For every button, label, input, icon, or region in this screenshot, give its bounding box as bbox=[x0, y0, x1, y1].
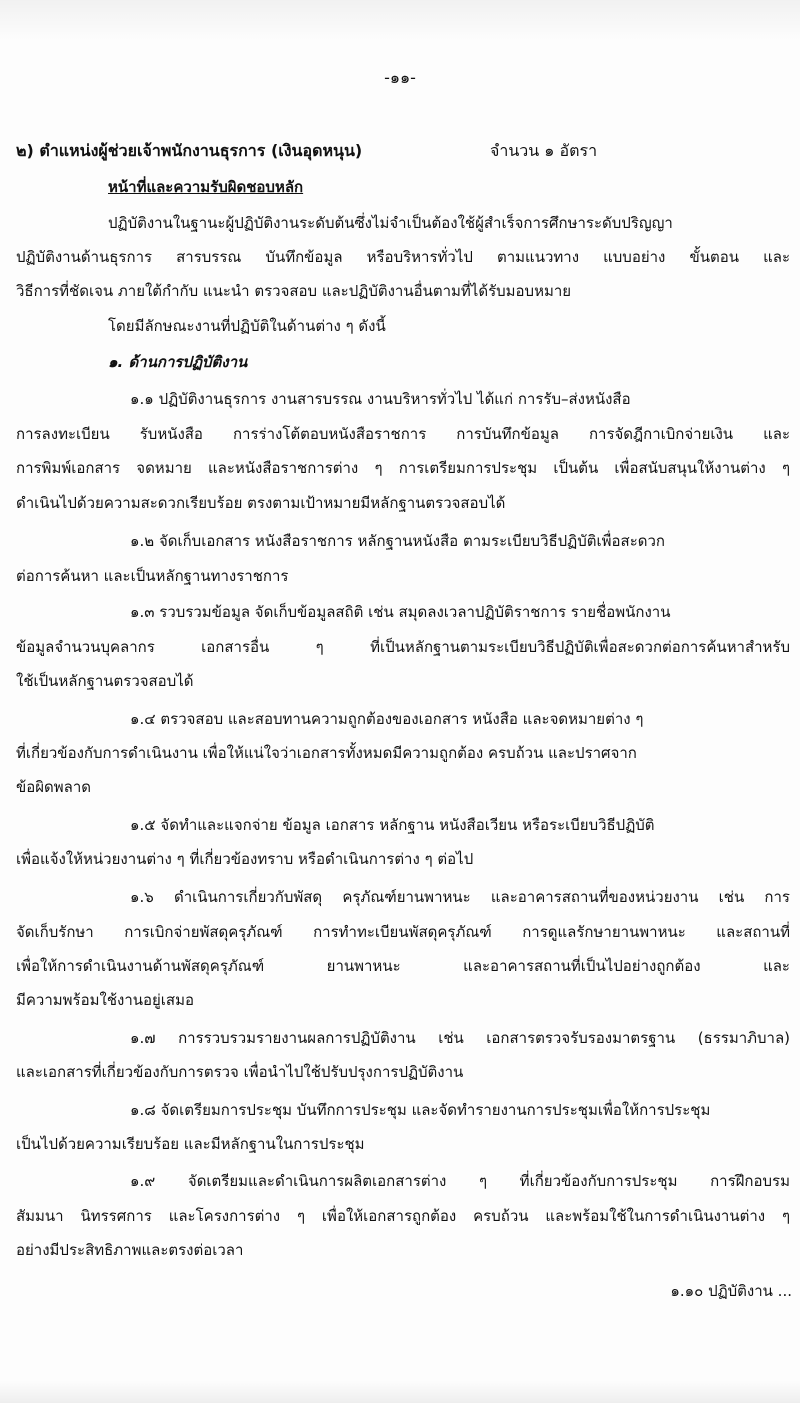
item-line: ๑.๓ รวบรวมข้อมูล จัดเก็บข้อมูลสถิติ เช่น สมุดลงเวลาปฏิบัติราชการ รายชื่อพนักงาน bbox=[130, 603, 671, 621]
duties-heading: หน้าที่และความรับผิดชอบหลัก bbox=[108, 178, 304, 196]
continuation-text: ๑.๑๐ ปฏิบัติงาน ... bbox=[670, 1282, 792, 1300]
item-line: การลงทะเบียน รับหนังสือ การร่างโต้ตอบหนังสือราชการ การบันทึกข้อมูล การจัดฎีกาเบิกจ่ายเงิน และ bbox=[16, 425, 790, 443]
item-line: ดำเนินไปด้วยความสะดวกเรียบร้อย ตรงตามเป้าหมายมีหลักฐานตรวจสอบได้ bbox=[16, 494, 506, 512]
item-line: ๑.๑ ปฏิบัติงานธุรการ งานสารบรรณ งานบริหารทั่วไป ได้แก่ การรับ–ส่งหนังสือ bbox=[130, 390, 631, 408]
item-line: ข้อผิดพลาด bbox=[16, 778, 92, 796]
item-line: ๑.๕ จัดทำและแจกจ่าย ข้อมูล เอกสาร หลักฐาน หนังสือเวียน หรือระเบียบวิธีปฏิบัติ bbox=[130, 816, 655, 834]
item-line: จัดเก็บรักษา การเบิกจ่ายพัสดุครุภัณฑ์ การทำทะเบียนพัสดุครุภัณฑ์ การดูแลรักษายานพาหนะ และสถานที่ bbox=[16, 923, 790, 941]
scan-shadow-bottom bbox=[0, 1381, 800, 1403]
item-line: เพื่อให้การดำเนินงานด้านพัสดุครุภัณฑ์ ยานพาหนะ และอาคารสถานที่เป็นไปอย่างถูกต้อง และ bbox=[16, 957, 790, 975]
section-title-row bbox=[108, 351, 800, 373]
item-line: ต่อการค้นหา และเป็นหลักฐานทางราชการ bbox=[16, 567, 289, 585]
intro-line: โดยมีลักษณะงานที่ปฏิบัติในด้านต่าง ๆ ดังนี้ bbox=[108, 317, 386, 335]
item-line: เพื่อแจ้งให้หน่วยงานต่าง ๆ ที่เกี่ยวข้องทราบ หรือดำเนินการต่าง ๆ ต่อไป bbox=[16, 850, 474, 868]
duties-heading-row bbox=[108, 176, 800, 198]
item-line: เป็นไปด้วยความเรียบร้อย และมีหลักฐานในการประชุม bbox=[16, 1135, 365, 1153]
position-count: จำนวน ๑ อัตรา bbox=[490, 141, 598, 160]
item-line: มีความพร้อมใช้งานอยู่เสมอ bbox=[16, 991, 194, 1009]
item-line: อย่างมีประสิทธิภาพและตรงต่อเวลา bbox=[16, 1241, 244, 1259]
item-line: ๑.๔ ตรวจสอบ และสอบทานความถูกต้องของเอกสาร หนังสือ และจดหมายต่าง ๆ bbox=[130, 710, 644, 728]
item-line: การพิมพ์เอกสาร จดหมาย และหนังสือราชการต่าง ๆ การเตรียมการประชุม เป็นต้น เพื่อสนับสนุนให้งานต่าง ๆ bbox=[16, 459, 790, 477]
item-line: ใช้เป็นหลักฐานตรวจสอบได้ bbox=[16, 672, 194, 690]
item-line: ที่เกี่ยวข้องกับการดำเนินงาน เพื่อให้แน่ใจว่าเอกสารทั้งหมดมีความถูกต้อง ครบถ้วน และปราศจาก bbox=[16, 744, 637, 762]
intro-line: ปฏิบัติงานด้านธุรการ สารบรรณ บันทึกข้อมูล หรือบริหารทั่วไป ตามแนวทาง แบบอย่าง ขั้นตอน และ bbox=[16, 248, 790, 266]
page-number: -๑๑- bbox=[384, 68, 416, 87]
item-line: และเอกสารที่เกี่ยวข้องกับการตรวจ เพื่อนำไปใช้ปรับปรุงการปฏิบัติงาน bbox=[16, 1063, 464, 1081]
item-line: ๑.๙ จัดเตรียมและดำเนินการผลิตเอกสารต่าง ๆ ที่เกี่ยวข้องกับการประชุม การฝึกอบรม bbox=[130, 1172, 790, 1190]
item-line: ๑.๒ จัดเก็บเอกสาร หนังสือราชการ หลักฐานหนังสือ ตามระเบียบวิธีปฏิบัติเพื่อสะดวก bbox=[130, 532, 665, 550]
item-line: ๑.๗ การรวบรวมรายงานผลการปฏิบัติงาน เช่น เอกสารตรวจรับรองมาตรฐาน (ธรรมาภิบาล) bbox=[130, 1029, 790, 1047]
item-line: สัมมนา นิทรรศการ และโครงการต่าง ๆ เพื่อให้เอกสารถูกต้อง ครบถ้วน และพร้อมใช้ในการดำเนินงานต่าง ๆ bbox=[16, 1207, 790, 1225]
item-line: ๑.๘ จัดเตรียมการประชุม บันทึกการประชุม และจัดทำรายงานการประชุมเพื่อให้การประชุม bbox=[130, 1101, 711, 1119]
intro-line: วิธีการที่ชัดเจน ภายใต้กำกับ แนะนำ ตรวจสอบ และปฏิบัติงานอื่นตามที่ได้รับมอบหมาย bbox=[16, 282, 572, 300]
scan-shadow-top bbox=[0, 0, 800, 40]
position-heading bbox=[16, 139, 800, 164]
section-title: ๑. ด้านการปฏิบัติงาน bbox=[108, 353, 248, 371]
item-line: ๑.๖ ดำเนินการเกี่ยวกับพัสดุ ครุภัณฑ์ยานพาหนะ และอาคารสถานที่ของหน่วยงาน เช่น การ bbox=[130, 888, 790, 906]
position-title: ๒) ตำแหน่งผู้ช่วยเจ้าพนักงานธุรการ (เงินอุดหนุน) bbox=[16, 141, 363, 160]
item-line: ข้อมูลจำนวนบุคลากร เอกสารอื่น ๆ ที่เป็นหลักฐานตามระเบียบวิธีปฏิบัติเพื่อสะดวกต่อการค้นหาสำหรับ bbox=[16, 638, 790, 656]
intro-line: ปฏิบัติงานในฐานะผู้ปฏิบัติงานระดับต้นซึ่งไม่จำเป็นต้องใช้ผู้สำเร็จการศึกษาระดับปริญญา bbox=[108, 214, 673, 232]
